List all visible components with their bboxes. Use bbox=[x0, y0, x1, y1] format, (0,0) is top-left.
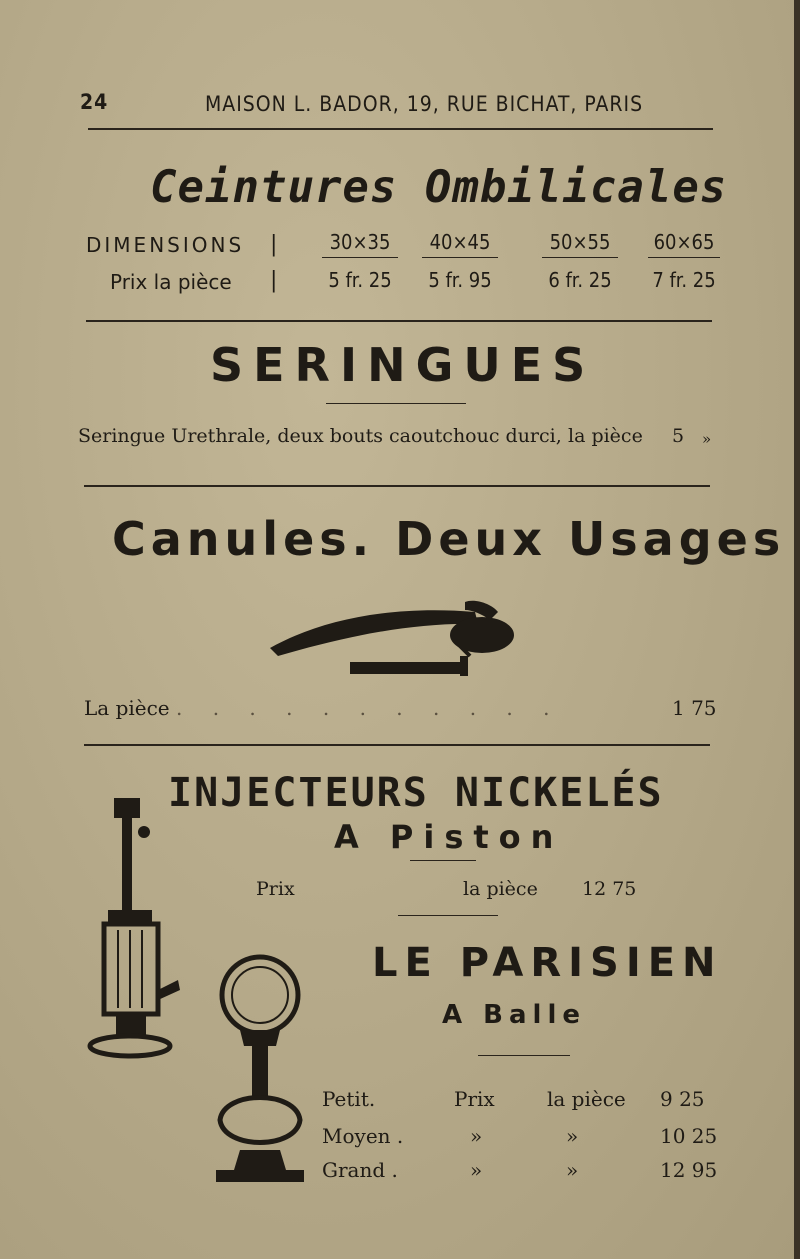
seringue-description: Seringue Urethrale, deux bouts caoutchouc durci, bbox=[78, 425, 562, 447]
price-row-label: Prix la pièce bbox=[110, 270, 232, 294]
canule-price-label: La pièce bbox=[84, 696, 170, 720]
brace-bottom: | bbox=[270, 268, 278, 293]
injecteur-illustration bbox=[84, 790, 184, 1060]
seringue-unit-label: la pièce bbox=[568, 425, 643, 447]
page-edge-shadow bbox=[794, 0, 800, 1259]
price-cell: 7 fr. 25 bbox=[652, 268, 716, 292]
section-rule bbox=[84, 485, 710, 487]
row-prix: Prix bbox=[454, 1087, 495, 1111]
injecteur-unit-label: la pièce bbox=[463, 878, 538, 900]
dimensions-label: DIMENSIONS bbox=[86, 233, 245, 257]
row-unit: » bbox=[566, 1124, 579, 1148]
injecteur-price-label: Prix bbox=[256, 878, 295, 900]
parisien-title: LE PARISIEN bbox=[372, 940, 723, 986]
dot-leader: . . . . . . . . . . . bbox=[176, 696, 562, 720]
row-unit: la pièce bbox=[547, 1087, 626, 1111]
size-cell: 30×35 bbox=[329, 230, 391, 254]
seringues-title: SERINGUES bbox=[210, 338, 596, 392]
canule-illustration bbox=[260, 590, 530, 690]
size-underline bbox=[422, 257, 498, 258]
parisien-illustration bbox=[210, 950, 310, 1190]
running-title: MAISON L. BADOR, 19, RUE BICHAT, PARIS bbox=[205, 92, 644, 116]
row-unit: » bbox=[566, 1158, 579, 1182]
price-cell: 5 fr. 25 bbox=[328, 268, 392, 292]
price-cell: 6 fr. 25 bbox=[548, 268, 612, 292]
title-underline bbox=[478, 1055, 570, 1056]
size-cell: 50×55 bbox=[549, 230, 611, 254]
title-underline bbox=[326, 403, 466, 404]
size-underline bbox=[322, 257, 398, 258]
parisien-subtitle: A Balle bbox=[442, 1000, 586, 1030]
row-size: Grand . bbox=[322, 1158, 398, 1182]
row-prix: » bbox=[470, 1124, 483, 1148]
injecteurs-title: INJECTEURS NICKELÉS bbox=[168, 770, 664, 816]
size-cell: 40×45 bbox=[429, 230, 491, 254]
row-size: Moyen . bbox=[322, 1124, 404, 1148]
section-rule bbox=[398, 915, 498, 916]
page-number: 24 bbox=[80, 90, 109, 114]
size-underline bbox=[648, 257, 720, 258]
canule-price: 1 75 bbox=[672, 696, 717, 720]
row-price: 12 95 bbox=[660, 1158, 718, 1182]
size-cell: 60×65 bbox=[653, 230, 715, 254]
row-size: Petit. bbox=[322, 1087, 376, 1111]
injecteur-price: 12 75 bbox=[582, 878, 637, 900]
header-rule bbox=[88, 128, 713, 130]
row-price: 10 25 bbox=[660, 1124, 718, 1148]
price-cell: 5 fr. 95 bbox=[428, 268, 492, 292]
ceintures-title: Ceintures Ombilicales bbox=[150, 162, 728, 213]
row-prix: » bbox=[470, 1158, 483, 1182]
title-underline bbox=[410, 860, 476, 861]
section-rule bbox=[86, 320, 712, 322]
injecteurs-subtitle: A Piston bbox=[334, 818, 564, 856]
currency-mark: » bbox=[702, 430, 712, 448]
canules-title: Canules. Deux Usages bbox=[112, 512, 786, 566]
row-price: 9 25 bbox=[660, 1087, 705, 1111]
seringue-price: 5 bbox=[672, 425, 685, 447]
size-underline bbox=[542, 257, 618, 258]
section-rule bbox=[84, 744, 710, 746]
brace-top: | bbox=[270, 232, 278, 257]
